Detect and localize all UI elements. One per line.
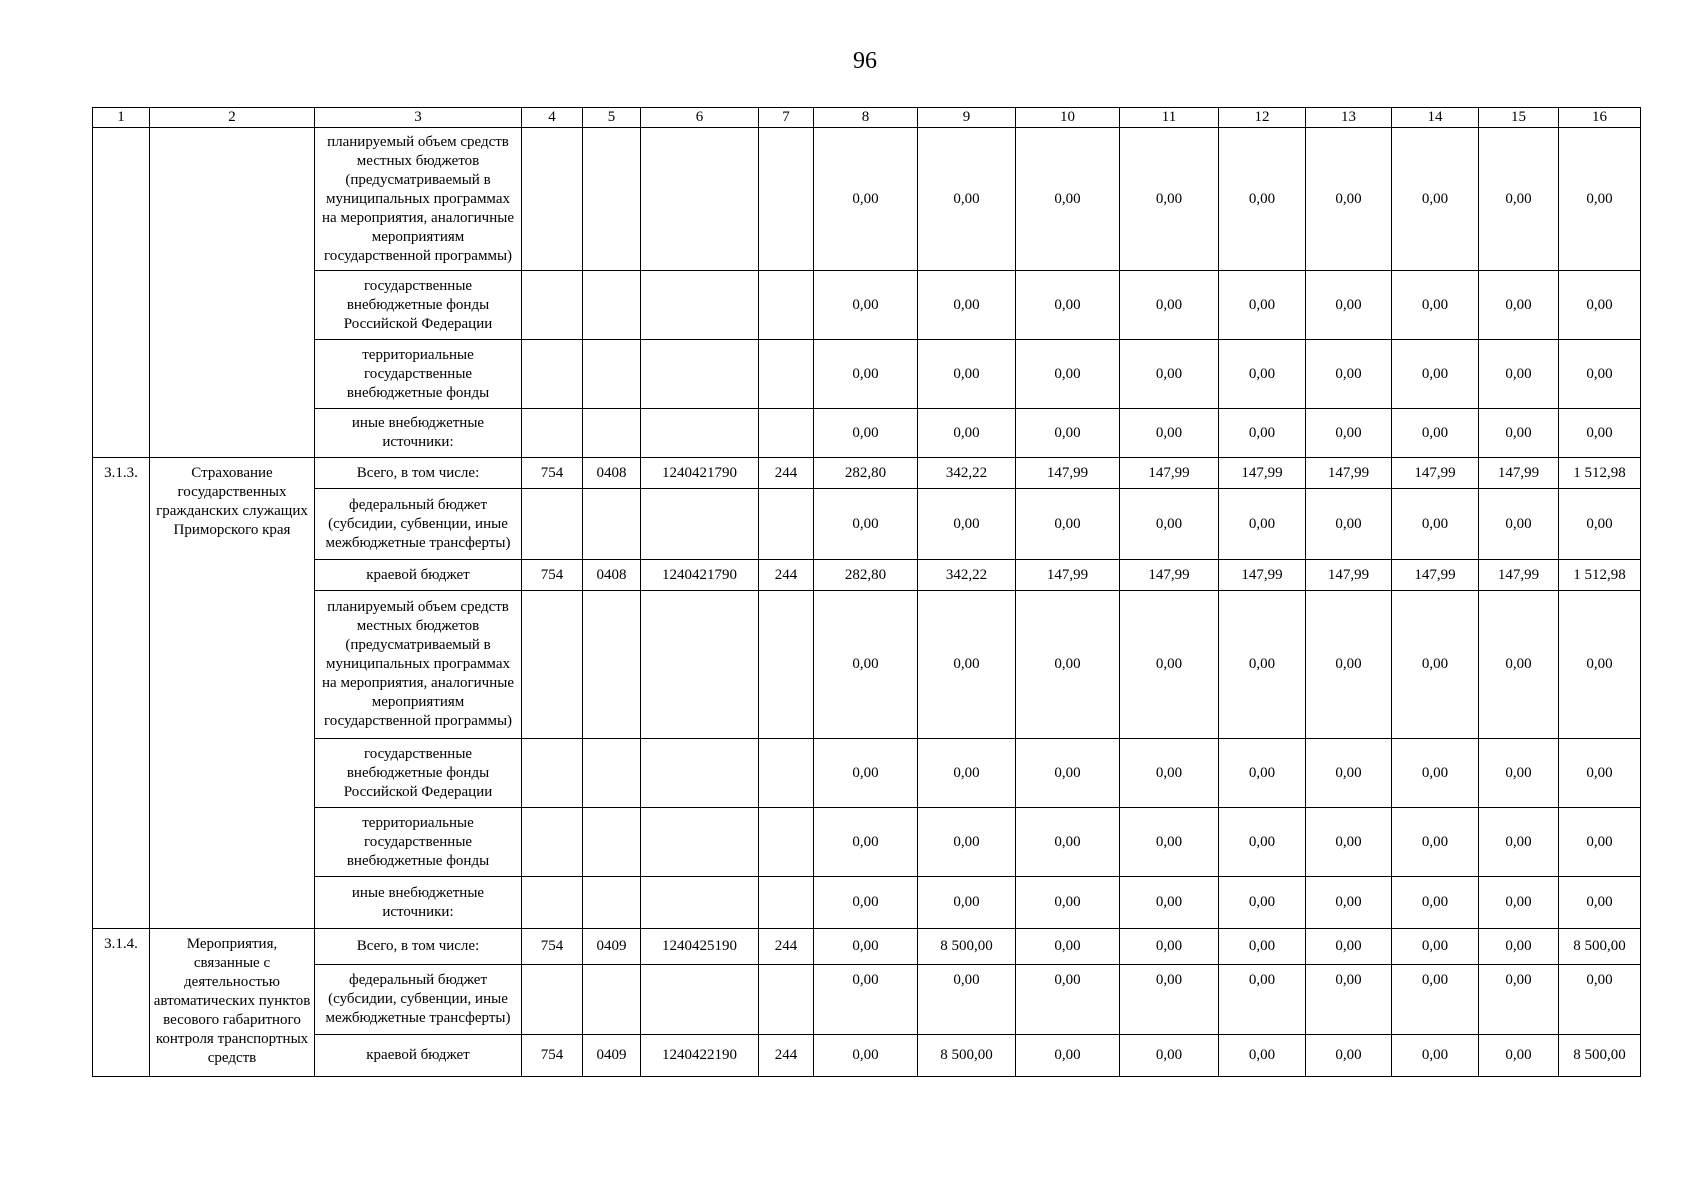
value-cell: 0,00 [1559,965,1641,1035]
value-cell: 147,99 [1219,560,1306,591]
value-cell: 0,00 [1479,340,1559,409]
table-header-row [93,108,1641,128]
budget-table [92,107,1641,1077]
value-cell: 0,00 [1120,591,1219,739]
expense-type-cell [759,489,814,560]
section-code-cell [583,128,641,271]
section-code-cell [583,489,641,560]
column-header: 5 [583,108,641,128]
value-cell: 0,00 [1306,591,1392,739]
expense-type-cell: 244 [759,560,814,591]
value-cell: 282,80 [814,458,918,489]
value-cell: 8 500,00 [918,1035,1016,1077]
table-row [93,560,1641,591]
grbs-code-cell [522,877,583,929]
value-cell: 8 500,00 [1559,1035,1641,1077]
value-cell: 0,00 [1392,929,1479,965]
table-row [93,591,1641,739]
value-cell: 0,00 [1306,340,1392,409]
value-cell: 0,00 [1120,929,1219,965]
value-cell: 0,00 [1219,128,1306,271]
value-cell: 147,99 [1016,560,1120,591]
value-cell: 0,00 [1016,877,1120,929]
expense-type-cell [759,739,814,808]
value-cell: 0,00 [1120,877,1219,929]
target-article-cell: 1240421790 [641,560,759,591]
column-header: 14 [1392,108,1479,128]
value-cell: 0,00 [1016,808,1120,877]
item-number-cell [93,128,150,458]
target-article-cell [641,409,759,458]
value-cell: 0,00 [1479,808,1559,877]
value-cell: 0,00 [1306,739,1392,808]
column-header: 12 [1219,108,1306,128]
value-cell: 0,00 [1392,965,1479,1035]
table-row [93,271,1641,340]
value-cell: 147,99 [1306,458,1392,489]
value-cell: 0,00 [1479,409,1559,458]
grbs-code-cell: 754 [522,560,583,591]
value-cell: 0,00 [1219,739,1306,808]
funding-source-cell: краевой бюджет [315,560,522,591]
value-cell: 0,00 [1120,340,1219,409]
value-cell: 0,00 [1559,128,1641,271]
target-article-cell [641,808,759,877]
value-cell: 0,00 [1392,128,1479,271]
table-row [93,458,1641,489]
target-article-cell: 1240422190 [641,1035,759,1077]
funding-source-cell: краевой бюджет [315,1035,522,1077]
target-article-cell [641,739,759,808]
value-cell: 147,99 [1219,458,1306,489]
expense-type-cell: 244 [759,1035,814,1077]
grbs-code-cell [522,591,583,739]
value-cell: 8 500,00 [1559,929,1641,965]
expense-type-cell [759,808,814,877]
value-cell: 0,00 [1219,929,1306,965]
funding-source-cell: иные внебюджетные источники: [315,409,522,458]
value-cell: 0,00 [1392,409,1479,458]
grbs-code-cell [522,128,583,271]
expense-type-cell: 244 [759,929,814,965]
section-code-cell [583,591,641,739]
value-cell: 0,00 [1219,271,1306,340]
funding-source-cell: планируемый объем средств местных бюджетов (предусматриваемый в муниципальных программах на мероприятия, аналогичные мероприятиям государственной программы) [315,591,522,739]
expense-type-cell [759,340,814,409]
column-header: 4 [522,108,583,128]
value-cell: 0,00 [1306,877,1392,929]
item-name-cell [150,128,315,458]
target-article-cell [641,591,759,739]
expense-type-cell [759,409,814,458]
value-cell: 0,00 [814,591,918,739]
value-cell: 0,00 [814,128,918,271]
value-cell: 0,00 [1479,929,1559,965]
funding-source-cell: Всего, в том числе: [315,458,522,489]
section-code-cell: 0408 [583,458,641,489]
value-cell: 147,99 [1306,560,1392,591]
value-cell: 0,00 [1219,808,1306,877]
value-cell: 0,00 [1219,409,1306,458]
table-row [93,929,1641,965]
value-cell: 147,99 [1120,458,1219,489]
target-article-cell [641,128,759,271]
column-header: 6 [641,108,759,128]
grbs-code-cell [522,409,583,458]
value-cell: 0,00 [1016,128,1120,271]
funding-source-cell: иные внебюджетные источники: [315,877,522,929]
value-cell: 0,00 [1016,271,1120,340]
section-code-cell [583,808,641,877]
target-article-cell [641,271,759,340]
value-cell: 1 512,98 [1559,458,1641,489]
value-cell: 0,00 [1016,929,1120,965]
value-cell: 0,00 [1120,965,1219,1035]
value-cell: 0,00 [1559,808,1641,877]
value-cell: 0,00 [1016,489,1120,560]
expense-type-cell: 244 [759,458,814,489]
value-cell: 0,00 [918,489,1016,560]
grbs-code-cell [522,271,583,340]
value-cell: 0,00 [1120,128,1219,271]
value-cell: 0,00 [1306,128,1392,271]
value-cell: 0,00 [918,808,1016,877]
table-row [93,128,1641,271]
value-cell: 0,00 [1559,739,1641,808]
value-cell: 0,00 [814,409,918,458]
value-cell: 0,00 [1479,489,1559,560]
value-cell: 8 500,00 [918,929,1016,965]
target-article-cell: 1240421790 [641,458,759,489]
value-cell: 342,22 [918,458,1016,489]
value-cell: 0,00 [1479,591,1559,739]
value-cell: 0,00 [1306,965,1392,1035]
column-header: 2 [150,108,315,128]
value-cell: 147,99 [1479,560,1559,591]
column-header: 9 [918,108,1016,128]
grbs-code-cell [522,340,583,409]
value-cell: 0,00 [1479,739,1559,808]
table-row [93,489,1641,560]
section-code-cell: 0409 [583,1035,641,1077]
value-cell: 0,00 [1392,489,1479,560]
section-code-cell: 0409 [583,929,641,965]
value-cell: 0,00 [1016,340,1120,409]
target-article-cell [641,877,759,929]
value-cell: 342,22 [918,560,1016,591]
table-row [93,409,1641,458]
expense-type-cell [759,965,814,1035]
target-article-cell [641,965,759,1035]
value-cell: 0,00 [1016,739,1120,808]
value-cell: 147,99 [1016,458,1120,489]
value-cell: 0,00 [814,1035,918,1077]
expense-type-cell [759,591,814,739]
table-row [93,965,1641,1035]
value-cell: 0,00 [1559,489,1641,560]
value-cell: 0,00 [814,271,918,340]
value-cell: 0,00 [1219,340,1306,409]
value-cell: 0,00 [1219,489,1306,560]
column-header: 15 [1479,108,1559,128]
funding-source-cell: федеральный бюджет (субсидии, субвенции, иные межбюджетные трансферты) [315,965,522,1035]
funding-source-cell: территориальные государственные внебюджетные фонды [315,340,522,409]
value-cell: 0,00 [918,877,1016,929]
value-cell: 0,00 [1016,965,1120,1035]
value-cell: 147,99 [1120,560,1219,591]
funding-source-cell: Всего, в том числе: [315,929,522,965]
value-cell: 0,00 [918,340,1016,409]
value-cell: 0,00 [1120,409,1219,458]
column-header: 1 [93,108,150,128]
column-header: 11 [1120,108,1219,128]
value-cell: 0,00 [1559,591,1641,739]
expense-type-cell [759,128,814,271]
value-cell: 0,00 [1392,877,1479,929]
value-cell: 0,00 [1306,409,1392,458]
grbs-code-cell [522,965,583,1035]
funding-source-cell: планируемый объем средств местных бюджетов (предусматриваемый в муниципальных программах на мероприятия, аналогичные мероприятиям государственной программы) [315,128,522,271]
value-cell: 0,00 [1016,409,1120,458]
value-cell: 0,00 [814,739,918,808]
column-header: 3 [315,108,522,128]
item-name-cell: Страхование государственных гражданских служащих Приморского края [150,458,315,929]
section-code-cell [583,877,641,929]
value-cell: 0,00 [1559,271,1641,340]
value-cell: 0,00 [1392,591,1479,739]
value-cell: 0,00 [1306,1035,1392,1077]
value-cell: 0,00 [918,965,1016,1035]
item-number-cell: 3.1.4. [93,929,150,1077]
value-cell: 0,00 [814,340,918,409]
budget-table-body [93,128,1641,1077]
value-cell: 0,00 [918,271,1016,340]
value-cell: 0,00 [1120,271,1219,340]
expense-type-cell [759,271,814,340]
value-cell: 0,00 [1479,965,1559,1035]
grbs-code-cell: 754 [522,458,583,489]
section-code-cell [583,340,641,409]
table-row [93,739,1641,808]
value-cell: 0,00 [1120,739,1219,808]
value-cell: 0,00 [918,128,1016,271]
funding-source-cell: государственные внебюджетные фонды Российской Федерации [315,739,522,808]
value-cell: 0,00 [1392,340,1479,409]
table-row [93,1035,1641,1077]
column-header: 13 [1306,108,1392,128]
target-article-cell [641,489,759,560]
value-cell: 0,00 [1559,340,1641,409]
value-cell: 0,00 [1120,1035,1219,1077]
column-header: 16 [1559,108,1641,128]
value-cell: 0,00 [918,739,1016,808]
item-number-cell: 3.1.3. [93,458,150,929]
value-cell: 147,99 [1392,458,1479,489]
table-row [93,808,1641,877]
value-cell: 0,00 [814,965,918,1035]
value-cell: 0,00 [1120,808,1219,877]
table-row [93,340,1641,409]
column-header: 7 [759,108,814,128]
value-cell: 0,00 [1219,965,1306,1035]
section-code-cell [583,965,641,1035]
value-cell: 0,00 [1306,929,1392,965]
value-cell: 0,00 [1120,489,1219,560]
funding-source-cell: территориальные государственные внебюджетные фонды [315,808,522,877]
grbs-code-cell [522,739,583,808]
value-cell: 0,00 [814,808,918,877]
table-row [93,877,1641,929]
page-number: 96 [853,48,877,74]
item-name-cell: Мероприятия, связанные с деятельностью автоматических пунктов весового габаритного контроля транспортных средств [150,929,315,1077]
value-cell: 0,00 [1016,591,1120,739]
value-cell: 0,00 [1479,1035,1559,1077]
grbs-code-cell: 754 [522,1035,583,1077]
value-cell: 0,00 [1479,128,1559,271]
value-cell: 0,00 [1392,1035,1479,1077]
expense-type-cell [759,877,814,929]
section-code-cell [583,271,641,340]
value-cell: 0,00 [1559,877,1641,929]
value-cell: 282,80 [814,560,918,591]
section-code-cell: 0408 [583,560,641,591]
funding-source-cell: государственные внебюджетные фонды Российской Федерации [315,271,522,340]
value-cell: 1 512,98 [1559,560,1641,591]
value-cell: 0,00 [1219,591,1306,739]
value-cell: 0,00 [1392,808,1479,877]
value-cell: 0,00 [1479,877,1559,929]
value-cell: 0,00 [1016,1035,1120,1077]
value-cell: 0,00 [918,409,1016,458]
value-cell: 147,99 [1392,560,1479,591]
value-cell: 0,00 [814,877,918,929]
target-article-cell: 1240425190 [641,929,759,965]
value-cell: 0,00 [814,489,918,560]
value-cell: 0,00 [1219,877,1306,929]
value-cell: 0,00 [918,591,1016,739]
grbs-code-cell [522,489,583,560]
value-cell: 0,00 [1306,489,1392,560]
value-cell: 0,00 [1392,271,1479,340]
section-code-cell [583,739,641,808]
column-header: 8 [814,108,918,128]
value-cell: 0,00 [1306,271,1392,340]
target-article-cell [641,340,759,409]
section-code-cell [583,409,641,458]
value-cell: 0,00 [814,929,918,965]
value-cell: 0,00 [1559,409,1641,458]
value-cell: 0,00 [1392,739,1479,808]
value-cell: 0,00 [1479,271,1559,340]
value-cell: 0,00 [1219,1035,1306,1077]
value-cell: 0,00 [1306,808,1392,877]
column-header: 10 [1016,108,1120,128]
funding-source-cell: федеральный бюджет (субсидии, субвенции, иные межбюджетные трансферты) [315,489,522,560]
grbs-code-cell: 754 [522,929,583,965]
value-cell: 147,99 [1479,458,1559,489]
grbs-code-cell [522,808,583,877]
